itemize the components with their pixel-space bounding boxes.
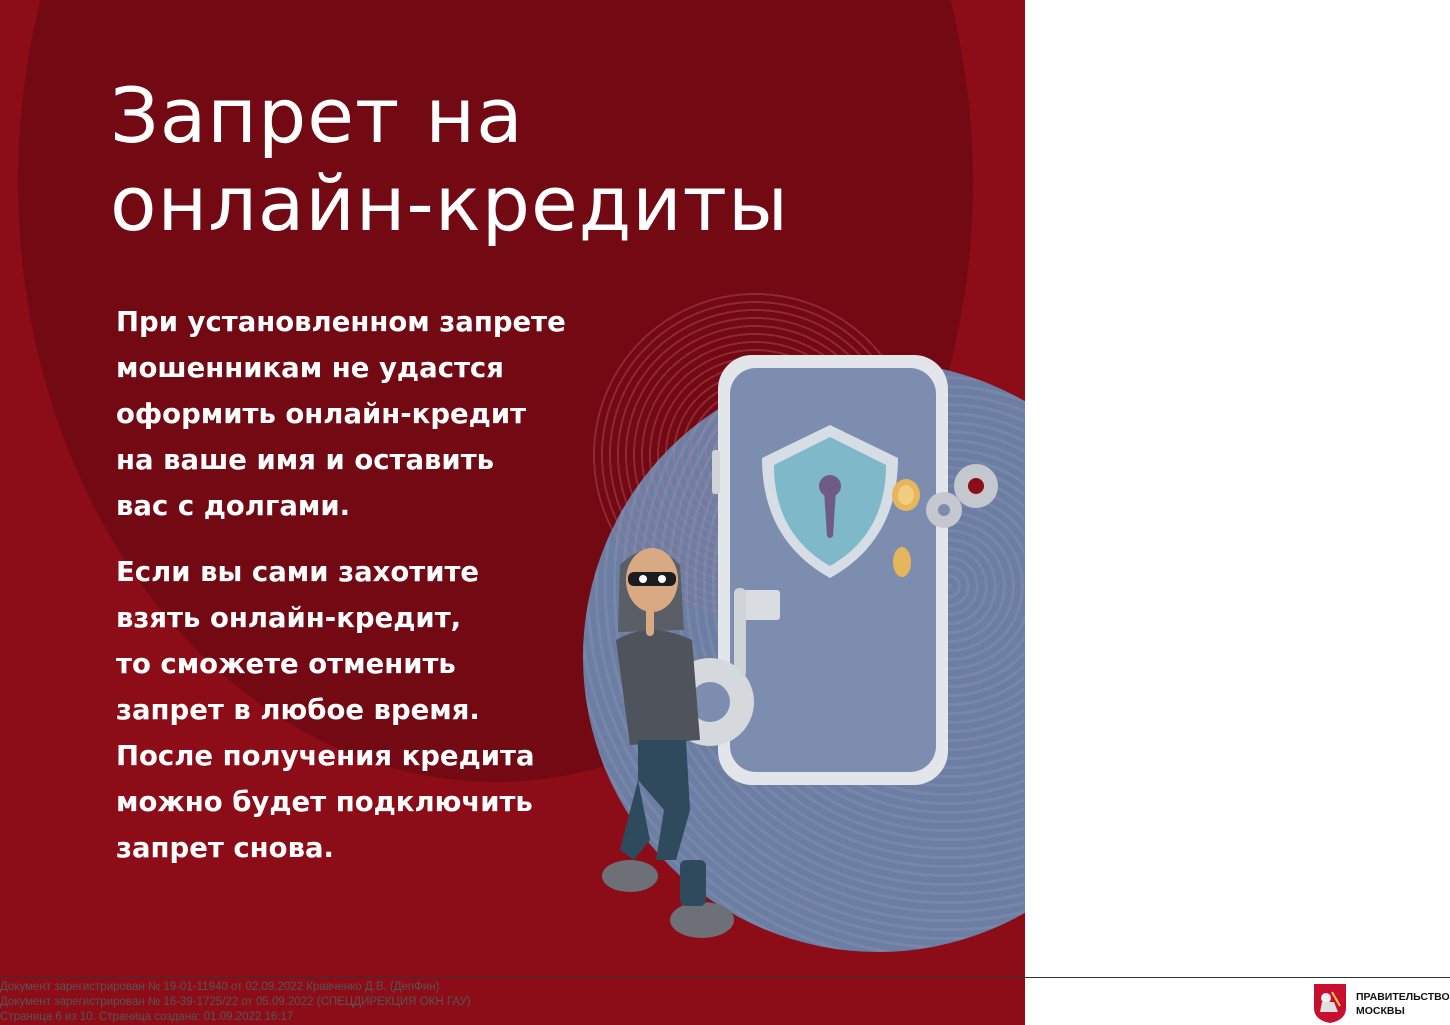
footer-line: Документ зарегистрирован № 16-39-1725/22 от 05.09.2022 (СПЕЦДИРЕКЦИЯ ОКН ГАУ): [0, 996, 471, 1008]
paragraph-line: оформить онлайн-кредит: [116, 398, 527, 430]
paragraph-line: После получения кредита: [116, 740, 535, 772]
paragraph-line: взять онлайн-кредит,: [116, 602, 462, 634]
paragraph-line: Если вы сами захотите: [116, 556, 480, 588]
title-line: Запрет на: [110, 71, 524, 160]
coat-of-arms-icon: [1312, 982, 1348, 1024]
paragraph-line: вас с долгами.: [116, 490, 351, 522]
paragraph-line: При установленном запрете: [116, 306, 566, 338]
fraudster-phone-illustration: [580, 340, 1025, 960]
logo-text-line: МОСКВЫ: [1356, 1005, 1405, 1017]
footer-line: Страница 6 из 10. Страница создана: 01.09.2022 16:17: [0, 1011, 294, 1023]
registration-info: [0, 980, 471, 1025]
poster-title: [110, 72, 789, 248]
paragraph-ban-cancel: [116, 549, 616, 871]
paragraph-line: мошенникам не удастся: [116, 352, 504, 384]
logo-text: [1356, 990, 1450, 1018]
logo-text-line: ПРАВИТЕЛЬСТВО: [1356, 991, 1450, 1003]
paragraph-line: запрет в любое время.: [116, 694, 480, 726]
document-footer: [0, 977, 1450, 1025]
moscow-government-logo: [1312, 980, 1450, 1024]
footer-line: Документ зарегистрирован № 19-01-11940 от 02.09.2022 Кравченко Д.В. (ДепФин): [0, 981, 440, 993]
paragraph-ban-protection: [116, 299, 616, 529]
paragraph-line: можно будет подключить: [116, 786, 533, 818]
title-line: онлайн-кредиты: [110, 159, 789, 248]
paragraph-line: то сможете отменить: [116, 648, 456, 680]
paragraph-line: на ваше имя и оставить: [116, 444, 495, 476]
paragraph-line: запрет снова.: [116, 832, 334, 864]
